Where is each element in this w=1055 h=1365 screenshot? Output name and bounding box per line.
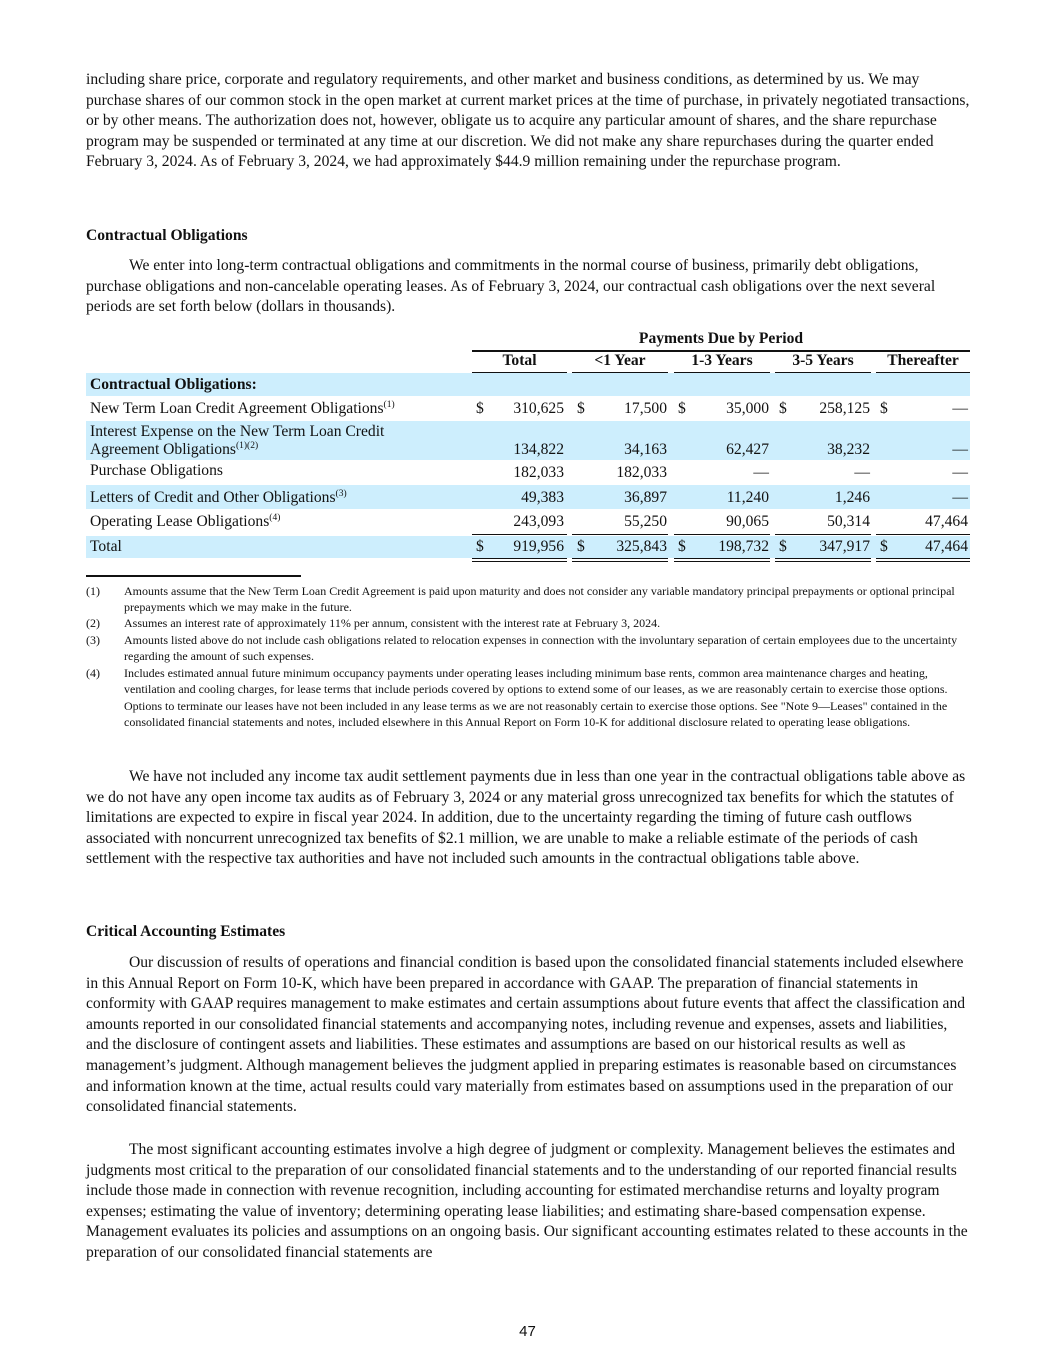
footnote-2 [86,615,970,632]
table-row [86,396,970,421]
row-label: Purchase Obligations [90,462,223,479]
cell-3-5-years: 38,232 [827,441,870,458]
section-label: Contractual Obligations: [90,376,257,393]
cell-less-1-year: 17,500 [624,400,667,417]
subtotal-rule [472,534,567,535]
currency-symbol: $ [577,538,585,555]
contractual-obligations-paragraph: We enter into long-term contractual obligations and commitments in the normal course of business, primarily debt obligations, purchase obligations and non-cancelable operating leases. As of February 3, 2024, our contractual cash obligations over the next several periods are set forth below (dollars in thousands). [86,257,936,316]
cell-1-3-years: 11,240 [726,489,769,506]
cell-thereafter: — [952,441,968,458]
total-1-3-years: 198,732 [718,538,769,555]
cell-total: 182,033 [513,464,564,481]
cell-less-1-year: 34,163 [624,441,667,458]
total-total: 919,956 [513,538,564,555]
currency-symbol: $ [476,538,484,555]
footnote-4 [86,665,970,747]
cell-1-3-years: 90,065 [726,513,769,530]
table-total-row [86,536,970,558]
footnote-number: (4) [86,666,100,680]
footnote-number: (3) [86,633,100,647]
total-label: Total [90,538,122,555]
currency-symbol: $ [779,538,787,555]
row-label: Letters of Credit and Other Obligations$^{(3)}$ [90,489,347,506]
column-header-3-5-years: 3-5 Years [792,352,854,369]
column-header-1-3-years: 1-3 Years [691,352,753,369]
cell-3-5-years: — [854,464,870,481]
row-label: Interest Expense on the New Term Loan Credit Agreement Obligations$^{(1)(2)}$ [90,423,385,458]
table-section-row [86,373,970,396]
currency-symbol: $ [678,400,686,417]
cell-total: 243,093 [513,513,564,530]
cell-thereafter: — [952,489,968,506]
total-double-rule [674,558,770,562]
row-label: New Term Loan Credit Agreement Obligations$^{(1)}$ [90,400,395,417]
currency-symbol: $ [476,400,484,417]
currency-symbol: $ [779,400,787,417]
cell-3-5-years: 1,246 [834,489,870,506]
total-thereafter: 47,464 [925,538,968,555]
page-number: 47 [519,1323,536,1340]
cell-1-3-years: — [753,464,769,481]
subtotal-rule [775,534,871,535]
currency-symbol: $ [880,538,888,555]
footnote-text: Amounts assume that the New Term Loan Credit Agreement is paid upon maturity and does not consider any variable mandatory principal prepayments or optional principal prepayments which we may make in the future. [124,584,955,615]
table-row [86,485,970,509]
contractual-obligations-heading: Contractual Obligations [86,227,248,244]
total-double-rule [572,558,668,562]
currency-symbol: $ [678,538,686,555]
cell-less-1-year: 55,250 [624,513,667,530]
subtotal-rule [674,534,770,535]
table-row [86,460,970,485]
footnote-text: Includes estimated annual future minimum occupancy payments under operating leases including minimum base rents, common area maintenance charges and heating, ventilation and cooling charges, for lease terms that include periods covered by options to extend some of our leases, as we are reasonably certain to exercise those options. Options to terminate our leases have not been included in any lease terms as we are not reasonably certain to exercise those options. See "Note 9—Leases" contained in the consolidated financial statements and notes, included elsewhere in this Annual Report on Form 10-K for additional disclosure related to operating lease obligations. [124,666,948,730]
currency-symbol: $ [577,400,585,417]
footnote-3 [86,632,970,665]
footnote-separator [86,575,301,577]
subtotal-rule [876,534,970,535]
share-repurchase-paragraph: including share price, corporate and regulatory requirements, and other market and business conditions, as determined by us. We may purchase shares of our common stock in the open market at current market prices at the time of purchase, in privately negotiated transactions, or by other means. The authorization does not, however, obligate us to acquire any particular amount of shares, and the share repurchase program may be suspended or terminated at any time at our discretion. We did not make any share repurchases during the quarter ended February 3, 2024. As of February 3, 2024, we had approximately $44.9 million remaining under the repurchase program. [86,71,970,171]
total-double-rule [472,558,567,562]
cell-1-3-years: 35,000 [726,400,769,417]
total-less-1-year: 325,843 [616,538,667,555]
income-tax-paragraph: We have not included any income tax audit settlement payments due in less than one year in the contractual obligations table above as we do not have any open income tax audits as of February 3, 2024 or any material gross unrecognized tax benefits for which the statutes of limitations are expected to expire in fiscal year 2024. In addition, due to the uncertainty regarding the timing of future cash outflows associated with noncurrent unrecognized tax benefits of $2.1 million, we are unable to make a reliable estimate of the periods of cash settlement with the respective tax authorities and have not included such amounts in the contractual obligations table above. [86,768,966,868]
cell-total: 310,625 [513,400,564,417]
cell-total: 49,383 [521,489,564,506]
payments-due-by-period-header: Payments Due by Period [638,330,804,347]
column-header-total: Total [502,352,537,369]
critical-estimates-paragraph-2: The most significant accounting estimates involve a high degree of judgment or complexity. Management believes the estimates and judgments most critical to the preparation of our consolidated financial statements and to the understanding of our reported financial results include those made in connection with revenue recognition, including accounting for estimated merchandise returns and loyalty program expenses; estimating the value of inventory; determining operating lease liabilities; and estimating share-based compensation expense. Management evaluates its policies and assumptions on an ongoing basis. Our significant accounting estimates related to these accounts in the preparation of our consolidated financial statements are [86,1141,968,1261]
footnote-text: Assumes an interest rate of approximately 11% per annum, consistent with the interest rate at February 3, 2024. [124,616,661,630]
currency-symbol: $ [880,400,888,417]
row-label: Operating Lease Obligations$^{(4)}$ [90,513,281,530]
cell-total: 134,822 [513,441,564,458]
column-header-thereafter: Thereafter [887,352,959,369]
cell-less-1-year: 36,897 [624,489,667,506]
subtotal-rule [572,534,668,535]
total-double-rule [775,558,871,562]
cell-thereafter: — [952,464,968,481]
column-header-less-1-year: <1 Year [594,352,646,369]
total-double-rule [876,558,970,562]
cell-3-5-years: 50,314 [827,513,870,530]
cell-3-5-years: 258,125 [819,400,870,417]
critical-estimates-paragraph-1: Our discussion of results of operations and financial condition is based upon the consolidated financial statements included elsewhere in this Annual Report on Form 10-K, which have been prepared in accordance with GAAP. The preparation of financial statements in conformity with GAAP requires management to make estimates and certain assumptions about future events that affect the classification and amounts reported in our consolidated financial statements and accompanying notes, including revenue and expenses, assets and liabilities, and the disclosure of contingent assets and liabilities. These estimates and assumptions are based on our historical results as well as management’s judgment. Although management believes the judgment applied in preparing estimates is reasonable based on circumstances and information known at the time, actual results could vary materially from estimates based on assumptions used in the preparation of our consolidated financial statements. [86,954,966,1116]
table-row [86,421,970,460]
footnote-number: (2) [86,616,100,630]
cell-thereafter: — [952,400,968,417]
footnote-text: Amounts listed above do not include cash obligations related to relocation expenses in connection with the involuntary separation of certain employees due to the uncertainty regarding the amount of such expenses. [124,633,958,664]
total-3-5-years: 347,917 [819,538,870,555]
cell-1-3-years: 62,427 [726,441,769,458]
footnote-1 [86,583,970,616]
footnote-number: (1) [86,584,100,598]
table-row [86,509,970,534]
cell-thereafter: 47,464 [925,513,968,530]
critical-accounting-estimates-heading: Critical Accounting Estimates [86,923,286,940]
cell-less-1-year: 182,033 [616,464,667,481]
